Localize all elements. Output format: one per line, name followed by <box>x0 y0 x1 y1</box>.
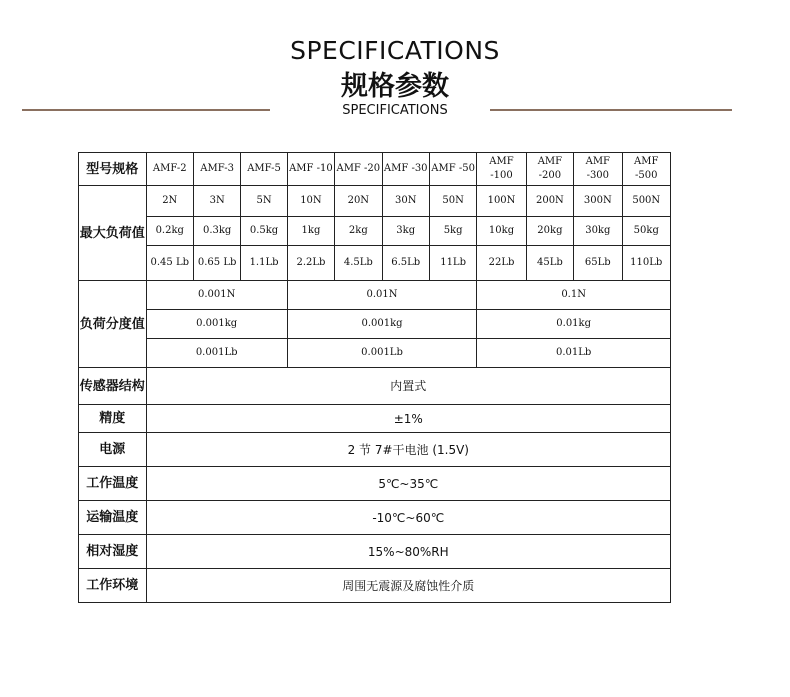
resolution-lb-cell: 0.001Lb <box>287 339 477 368</box>
table-row <box>79 186 671 217</box>
model-cell: AMF -500 <box>622 153 671 186</box>
max-load-kg-cell: 1kg <box>287 217 334 246</box>
max-load-lb-cell: 11Lb <box>429 246 476 281</box>
max-load-newton-cell: 10N <box>287 186 334 217</box>
spec-table <box>78 152 671 603</box>
model-cell: AMF-2 <box>146 153 193 186</box>
table-row <box>79 217 671 246</box>
max-load-kg-cell: 2kg <box>335 217 382 246</box>
max-load-kg-cell: 0.3kg <box>193 217 240 246</box>
max-load-lb-cell: 4.5Lb <box>335 246 382 281</box>
max-load-kg-cell: 5kg <box>429 217 476 246</box>
accuracy-value: ±1% <box>146 405 670 433</box>
power-value: 2 节 7#干电池 (1.5V) <box>146 433 670 467</box>
max-load-lb-cell: 2.2Lb <box>287 246 334 281</box>
model-cell: AMF-5 <box>241 153 287 186</box>
table-row <box>79 246 671 281</box>
table-row <box>79 339 671 368</box>
table-row <box>79 501 671 535</box>
table-row <box>79 281 671 310</box>
table-row <box>79 569 671 603</box>
table-row <box>79 433 671 467</box>
resolution-newton-cell: 0.001N <box>146 281 287 310</box>
max-load-newton-cell: 5N <box>241 186 287 217</box>
spec-table-body <box>79 153 671 603</box>
table-row <box>79 153 671 186</box>
max-load-newton-cell: 200N <box>526 186 573 217</box>
table-row <box>79 405 671 433</box>
model-cell: AMF -30 <box>382 153 429 186</box>
max-load-kg-cell: 30kg <box>574 217 622 246</box>
max-load-lb-cell: 6.5Lb <box>382 246 429 281</box>
max-load-kg-cell: 50kg <box>622 217 671 246</box>
row-header-transport-temp: 运输温度 <box>79 501 147 535</box>
table-row <box>79 310 671 339</box>
resolution-lb-cell: 0.001Lb <box>146 339 287 368</box>
row-header-model: 型号规格 <box>79 153 147 186</box>
max-load-newton-cell: 2N <box>146 186 193 217</box>
resolution-kg-cell: 0.01kg <box>477 310 671 339</box>
table-row <box>79 467 671 501</box>
max-load-lb-cell: 45Lb <box>526 246 573 281</box>
model-cell: AMF-3 <box>193 153 240 186</box>
row-header-max-load: 最大负荷值 <box>79 186 147 281</box>
title-chinese: 规格参数 <box>341 71 449 102</box>
title-english: SPECIFICATIONS <box>290 36 500 65</box>
model-cell: AMF -100 <box>477 153 526 186</box>
max-load-kg-cell: 0.2kg <box>146 217 193 246</box>
max-load-lb-cell: 0.45 Lb <box>146 246 193 281</box>
row-header-resolution: 负荷分度值 <box>79 281 147 368</box>
max-load-newton-cell: 300N <box>574 186 622 217</box>
max-load-newton-cell: 30N <box>382 186 429 217</box>
row-header-humidity: 相对湿度 <box>79 535 147 569</box>
resolution-newton-cell: 0.1N <box>477 281 671 310</box>
work-temp-value: 5℃~35℃ <box>146 467 670 501</box>
row-header-accuracy: 精度 <box>79 405 147 433</box>
model-cell: AMF -50 <box>429 153 476 186</box>
model-cell: AMF -20 <box>335 153 382 186</box>
max-load-newton-cell: 50N <box>429 186 476 217</box>
model-cell: AMF -300 <box>574 153 622 186</box>
table-row <box>79 368 671 405</box>
max-load-kg-cell: 10kg <box>477 217 526 246</box>
resolution-kg-cell: 0.001kg <box>146 310 287 339</box>
row-header-sensor: 传感器结构 <box>79 368 147 405</box>
max-load-newton-cell: 20N <box>335 186 382 217</box>
sensor-value: 内置式 <box>146 368 670 405</box>
max-load-lb-cell: 65Lb <box>574 246 622 281</box>
humidity-value: 15%~80%RH <box>146 535 670 569</box>
row-header-work-temp: 工作温度 <box>79 467 147 501</box>
max-load-lb-cell: 1.1Lb <box>241 246 287 281</box>
row-header-power: 电源 <box>79 433 147 467</box>
max-load-lb-cell: 0.65 Lb <box>193 246 240 281</box>
max-load-lb-cell: 22Lb <box>477 246 526 281</box>
max-load-lb-cell: 110Lb <box>622 246 671 281</box>
transport-temp-value: -10℃~60℃ <box>146 501 670 535</box>
max-load-kg-cell: 20kg <box>526 217 573 246</box>
row-header-environment: 工作环境 <box>79 569 147 603</box>
resolution-newton-cell: 0.01N <box>287 281 477 310</box>
model-cell: AMF -10 <box>287 153 334 186</box>
resolution-lb-cell: 0.01Lb <box>477 339 671 368</box>
max-load-kg-cell: 3kg <box>382 217 429 246</box>
max-load-kg-cell: 0.5kg <box>241 217 287 246</box>
table-row <box>79 535 671 569</box>
max-load-newton-cell: 500N <box>622 186 671 217</box>
environment-value: 周围无震源及腐蚀性介质 <box>146 569 670 603</box>
resolution-kg-cell: 0.001kg <box>287 310 477 339</box>
model-cell: AMF -200 <box>526 153 573 186</box>
subtitle: SPECIFICATIONS <box>342 103 448 118</box>
max-load-newton-cell: 100N <box>477 186 526 217</box>
max-load-newton-cell: 3N <box>193 186 240 217</box>
